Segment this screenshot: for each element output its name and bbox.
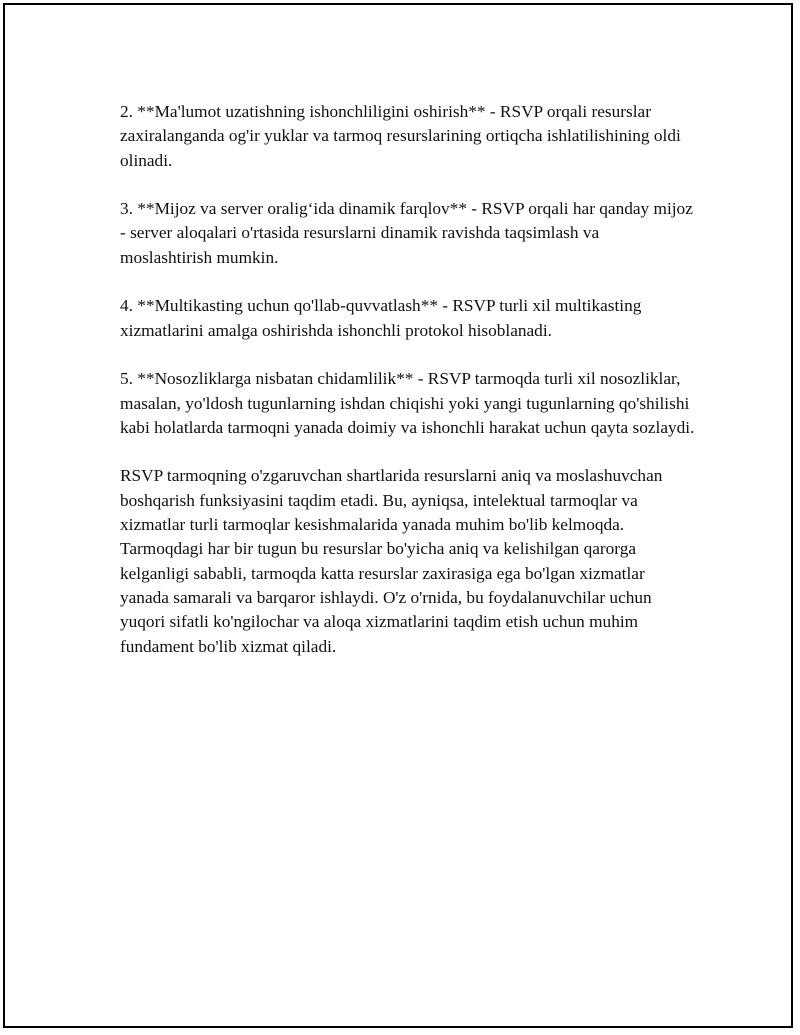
paragraph-reliability: 2. **Ma'lumot uzatishning ishonchliligini oshirish** - RSVP orqali resurslar zaxiralanganda og'ir yuklar va tarmoq resurslarining ortiqcha ishlatilishining oldi olinadi.: [120, 102, 681, 170]
document-page: [3, 3, 793, 1028]
paragraph-client-server: 3. **Mijoz va server oralig‘ida dinamik farqlov** - RSVP orqali har qanday mijoz - server aloqalari o'rtasida resurslarni dinamik ravishda taqsimlash va moslashtirish mumkin.: [120, 199, 693, 267]
paragraph-fault-tolerance: 5. **Nosozliklarga nisbatan chidamlilik** - RSVP tarmoqda turli xil nosozliklar, masalan, yo'ldosh tugunlarning ishdan chiqishi yoki yangi tugunlarning qo'shilishi kabi holatlarda tarmoqni yanada doimiy va ishonchli harakat uchun qayta sozlaydi.: [120, 369, 695, 437]
paragraph-summary: RSVP tarmoqning o'zgaruvchan shartlarida resurslarni aniq va moslashuvchan boshqarish funksiyasini taqdim etadi. Bu, ayniqsa, intelektual tarmoqlar va xizmatlar turli tarmoqlar kesishmalarida yanada muhim bo'lib kelmoqda. Tarmoqdagi har bir tugun bu resurslar bo'yicha aniq va kelishilgan qarorga kelganligi sababli, tarmoqda katta resurslar zaxirasiga ega bo'lgan xizmatlar yanada samarali va barqaror ishlaydi. O'z o'rnida, bu foydalanuvchilar uchun yuqori sifatli ko'ngilochar va aloqa xizmatlarini taqdim etish uchun muhim fundament bo'lib xizmat qiladi.: [120, 466, 663, 656]
document-body: [120, 100, 695, 683]
paragraph-multicasting: 4. **Multikasting uchun qo'llab-quvvatlash** - RSVP turli xil multikasting xizmatlarini amalga oshirishda ishonchli protokol hisoblanadi.: [120, 296, 642, 340]
